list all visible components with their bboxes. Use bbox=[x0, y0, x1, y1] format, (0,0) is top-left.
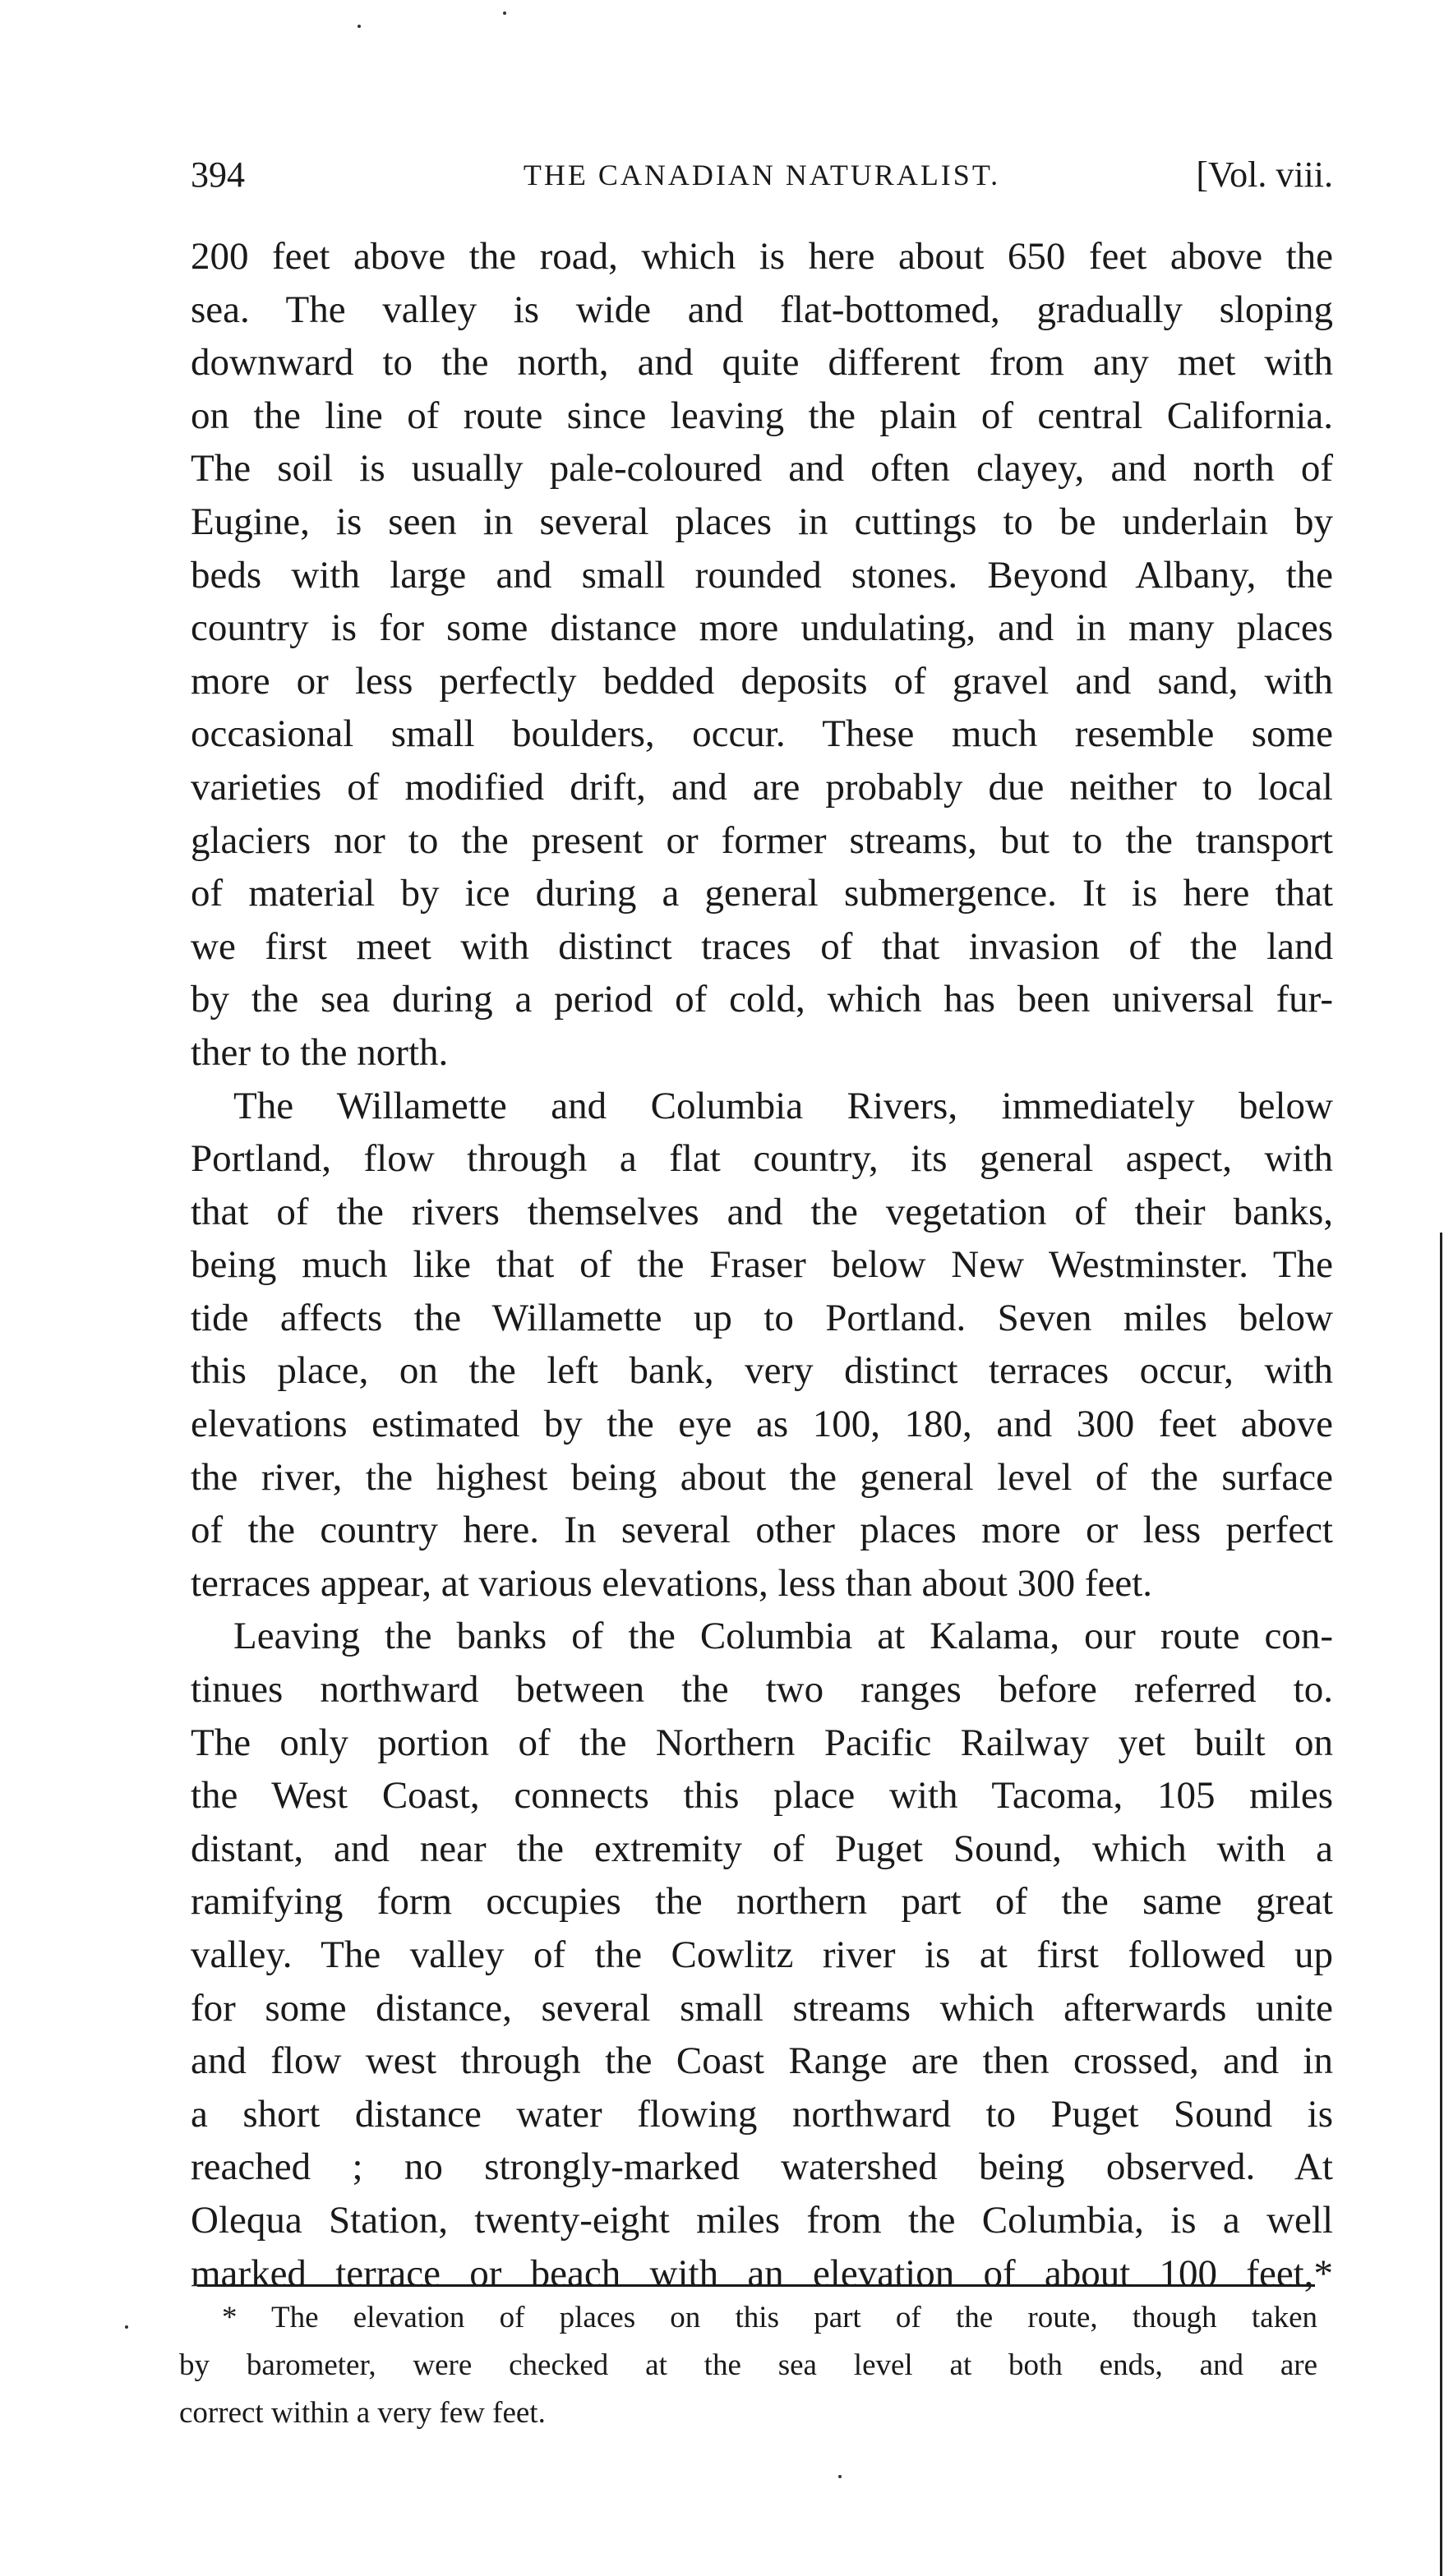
text-line: sea. The valley is wide and flat-bottomed, gradually sloping bbox=[191, 288, 1333, 331]
text-line: a short distance water flowing northward to Puget Sound is bbox=[191, 2092, 1333, 2136]
text-line: 200 feet above the road, which is here about 650 feet above the bbox=[191, 235, 1333, 278]
text-line: reached ; no strongly-marked watershed being observed. At bbox=[191, 2145, 1333, 2189]
text-line: the West Coast, connects this place with Tacoma, 105 miles bbox=[191, 1774, 1333, 1818]
text-line: varieties of modified drift, and are probably due neither to local bbox=[191, 765, 1333, 809]
text-line: Portland, flow through a flat country, its general aspect, with bbox=[191, 1137, 1333, 1181]
scan-speck bbox=[503, 12, 506, 15]
text-line: we first meet with distinct traces of that invasion of the land bbox=[191, 924, 1333, 968]
text-line: elevations estimated by the eye as 100, 180, and 300 feet above bbox=[191, 1403, 1333, 1446]
page-number: 394 bbox=[191, 154, 245, 195]
text-line: country is for some distance more undulating, and in many places bbox=[191, 606, 1333, 650]
paragraph-start-line: Leaving the banks of the Columbia at Kalama, our route con- bbox=[233, 1615, 1333, 1658]
footnote bbox=[179, 2294, 1317, 2437]
text-line: ramifying form occupies the northern part of the same great bbox=[191, 1880, 1333, 1924]
text-line: occasional small boulders, occur. These much resemble some bbox=[191, 712, 1333, 756]
text-line: beds with large and small rounded stones. Beyond Albany, the bbox=[191, 553, 1333, 597]
text-line: that of the rivers themselves and the vegetation of their banks, bbox=[191, 1190, 1333, 1233]
text-line: The only portion of the Northern Pacific Railway yet built on bbox=[191, 1721, 1333, 1764]
text-line: The soil is usually pale-coloured and often clayey, and north of bbox=[191, 447, 1333, 491]
text-line: by the sea during a period of cold, which has been universal fur- bbox=[191, 978, 1333, 1021]
text-line: terraces appear, at various elevations, less than about 300 feet. bbox=[191, 1561, 1153, 1605]
footnote-line: * The elevation of places on this part of the route, though taken bbox=[222, 2301, 1317, 2334]
footnote-line: by barometer, were checked at the sea level at both ends, and are bbox=[179, 2348, 1317, 2382]
text-line: downward to the north, and quite different from any met with bbox=[191, 341, 1333, 385]
text-line: more or less perfectly bedded deposits of gravel and sand, with bbox=[191, 659, 1333, 703]
text-line: ther to the north. bbox=[191, 1030, 449, 1074]
text-line: valley. The valley of the Cowlitz river is at first followed up bbox=[191, 1933, 1333, 1976]
footnote-line: correct within a very few feet. bbox=[179, 2396, 546, 2430]
text-line: glaciers nor to the present or former streams, but to the transport bbox=[191, 818, 1333, 862]
scan-speck bbox=[125, 2325, 128, 2329]
text-line: for some distance, several small streams which afterwards unite bbox=[191, 1986, 1333, 2030]
text-line: tinues northward between the two ranges before referred to. bbox=[191, 1668, 1333, 1712]
volume-label: [Vol. viii. bbox=[1196, 154, 1333, 195]
body-text bbox=[191, 230, 1333, 2300]
scan-speck bbox=[838, 2475, 842, 2478]
scan-speck bbox=[358, 25, 361, 28]
text-line: this place, on the left bank, very distinct terraces occur, with bbox=[191, 1349, 1333, 1393]
text-line: marked terrace or beach with an elevation of about 100 feet,* bbox=[191, 2251, 1333, 2295]
text-line: distant, and near the extremity of Puget Sound, which with a bbox=[191, 1827, 1333, 1870]
text-line: on the line of route since leaving the plain of central California. bbox=[191, 394, 1333, 437]
page-edge-shadow bbox=[1440, 1233, 1442, 2576]
text-line: being much like that of the Fraser below New Westminster. The bbox=[191, 1243, 1333, 1287]
text-line: and flow west through the Coast Range are then crossed, and in bbox=[191, 2039, 1333, 2083]
footnote-rule bbox=[197, 2284, 1315, 2287]
running-header bbox=[191, 146, 1333, 204]
text-line: tide affects the Willamette up to Portland. Seven miles below bbox=[191, 1296, 1333, 1339]
text-line: of material by ice during a general submergence. It is here that bbox=[191, 872, 1333, 915]
text-line: Eugine, is seen in several places in cuttings to be underlain by bbox=[191, 500, 1333, 543]
text-line: Olequa Station, twenty-eight miles from the Columbia, is a well bbox=[191, 2198, 1333, 2242]
text-line: of the country here. In several other places more or less perfect bbox=[191, 1509, 1333, 1552]
paragraph-start-line: The Willamette and Columbia Rivers, immediately below bbox=[233, 1084, 1333, 1127]
text-line: the river, the highest being about the general level of the surface bbox=[191, 1455, 1333, 1499]
running-title: THE CANADIAN NATURALIST. bbox=[523, 159, 1001, 191]
